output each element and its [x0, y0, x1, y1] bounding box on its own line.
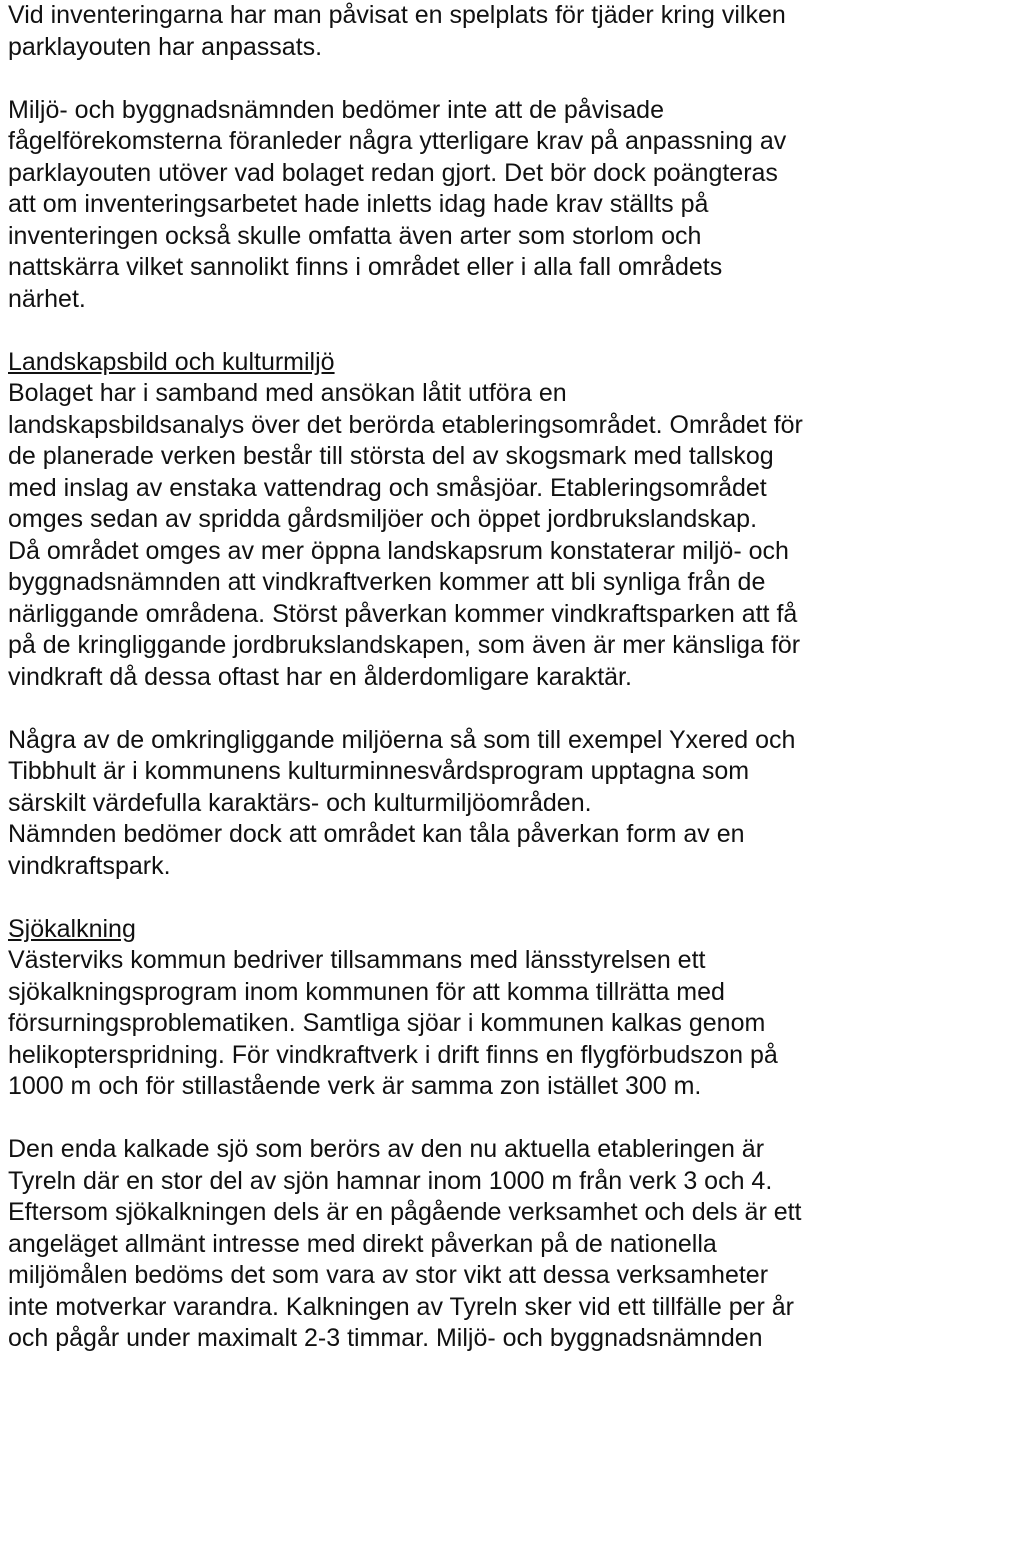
text-line: byggnadsnämnden att vindkraftverken kommer att bli synliga från de — [8, 568, 766, 596]
text-line: angeläget allmänt intresse med direkt påverkan på de nationella — [8, 1229, 717, 1258]
paragraph-tyreln — [8, 1134, 1008, 1355]
text-line: på de kringliggande jordbrukslandskapen, som även är mer känsliga för — [8, 631, 801, 659]
text-line: omges sedan av spridda gårdsmiljöer och öppet jordbrukslandskap. — [8, 505, 758, 533]
paragraph-spacer — [8, 63, 1008, 95]
section-heading-landskap — [8, 347, 1008, 379]
text-line: parklayouten utöver vad bolaget redan gjort. Det bör dock poängteras — [8, 158, 778, 187]
text-line: att om inventeringsarbetet hade inletts idag hade krav ställts på — [8, 190, 709, 218]
text-line: Tibbhult är i kommunens kulturminnesvårdsprogram upptagna som — [8, 757, 750, 785]
text-line: de planerade verken består till största del av skogsmark med tallskog — [8, 442, 774, 470]
text-line: inte motverkar varandra. Kalkningen av Tyreln sker vid ett tillfälle per år — [8, 1292, 795, 1321]
text-line: Miljö- och byggnadsnämnden bedömer inte att de påvisade — [8, 95, 664, 124]
text-line: närliggande områdena. Störst påverkan kommer vindkraftsparken att få — [8, 599, 798, 628]
text-line: miljömålen bedöms det som vara av stor vikt att dessa verksamheter — [8, 1261, 769, 1289]
paragraph-tjader — [8, 0, 1008, 63]
text-line: sjökalkningsprogram inom kommunen för att komma tillrätta med — [8, 977, 725, 1006]
text-line: fågelförekomsterna föranleder några ytterligare krav på anpassning av — [8, 127, 787, 155]
text-line: helikopterspridning. För vindkraftverk i drift finns en flygförbudszon på — [8, 1040, 778, 1069]
text-line: parklayouten har anpassats. — [8, 32, 323, 61]
text-line: landskapsbildsanalys över det berörda etableringsområdet. Området för — [8, 410, 803, 439]
text-line: Vid inventeringarna har man påvisat en spelplats för tjäder kring vilken — [8, 1, 786, 29]
text-line: Eftersom sjökalkningen dels är en pågående verksamhet och dels är ett — [8, 1198, 802, 1226]
text-line: Nämnden bedömer dock att området kan tåla påverkan form av en — [8, 820, 745, 848]
text-line: Tyreln där en stor del av sjön hamnar inom 1000 m från verk 3 och 4. — [8, 1166, 773, 1195]
paragraph-spacer — [8, 315, 1008, 347]
text-line: Några av de omkringliggande miljöerna så som till exempel Yxered och — [8, 725, 796, 754]
paragraph-miljo — [8, 95, 1008, 316]
text-line: vindkraftspark. — [8, 851, 171, 880]
section-heading: Sjökalkning — [8, 914, 136, 943]
text-line: särskilt värdefulla karaktärs- och kulturmiljöområden. — [8, 788, 592, 817]
text-line: och pågår under maximalt 2-3 timmar. Miljö- och byggnadsnämnden — [8, 1324, 763, 1352]
text-line: med inslag av enstaka vattendrag och småsjöar. Etableringsområdet — [8, 473, 767, 502]
text-line: försurningsproblematiken. Samtliga sjöar i kommunen kalkas genom — [8, 1009, 766, 1037]
section-heading: Landskapsbild och kulturmiljö — [8, 347, 335, 376]
text-line: nattskärra vilket sannolikt finns i området eller i alla fall områdets — [8, 253, 723, 281]
text-line: närhet. — [8, 284, 86, 313]
text-line: Västerviks kommun bedriver tillsammans med länsstyrelsen ett — [8, 946, 706, 974]
document-page — [8, 0, 1008, 1355]
paragraph-spacer — [8, 882, 1008, 914]
text-line: Den enda kalkade sjö som berörs av den nu aktuella etableringen är — [8, 1135, 765, 1163]
text-line: inventeringen också skulle omfatta även arter som storlom och — [8, 221, 702, 250]
paragraph-kultur — [8, 725, 1008, 883]
text-line: vindkraft då dessa oftast har en ålderdomligare karaktär. — [8, 662, 632, 691]
text-line: Bolaget har i samband med ansökan låtit utföra en — [8, 379, 567, 407]
text-line: 1000 m och för stillastående verk är samma zon istället 300 m. — [8, 1072, 702, 1100]
text-line: Då området omges av mer öppna landskapsrum konstaterar miljö- och — [8, 536, 789, 565]
paragraph-sjokalkning — [8, 945, 1008, 1103]
paragraph-spacer — [8, 1103, 1008, 1135]
section-heading-sjokalkning — [8, 914, 1008, 946]
paragraph-spacer — [8, 693, 1008, 725]
paragraph-landskap — [8, 378, 1008, 693]
